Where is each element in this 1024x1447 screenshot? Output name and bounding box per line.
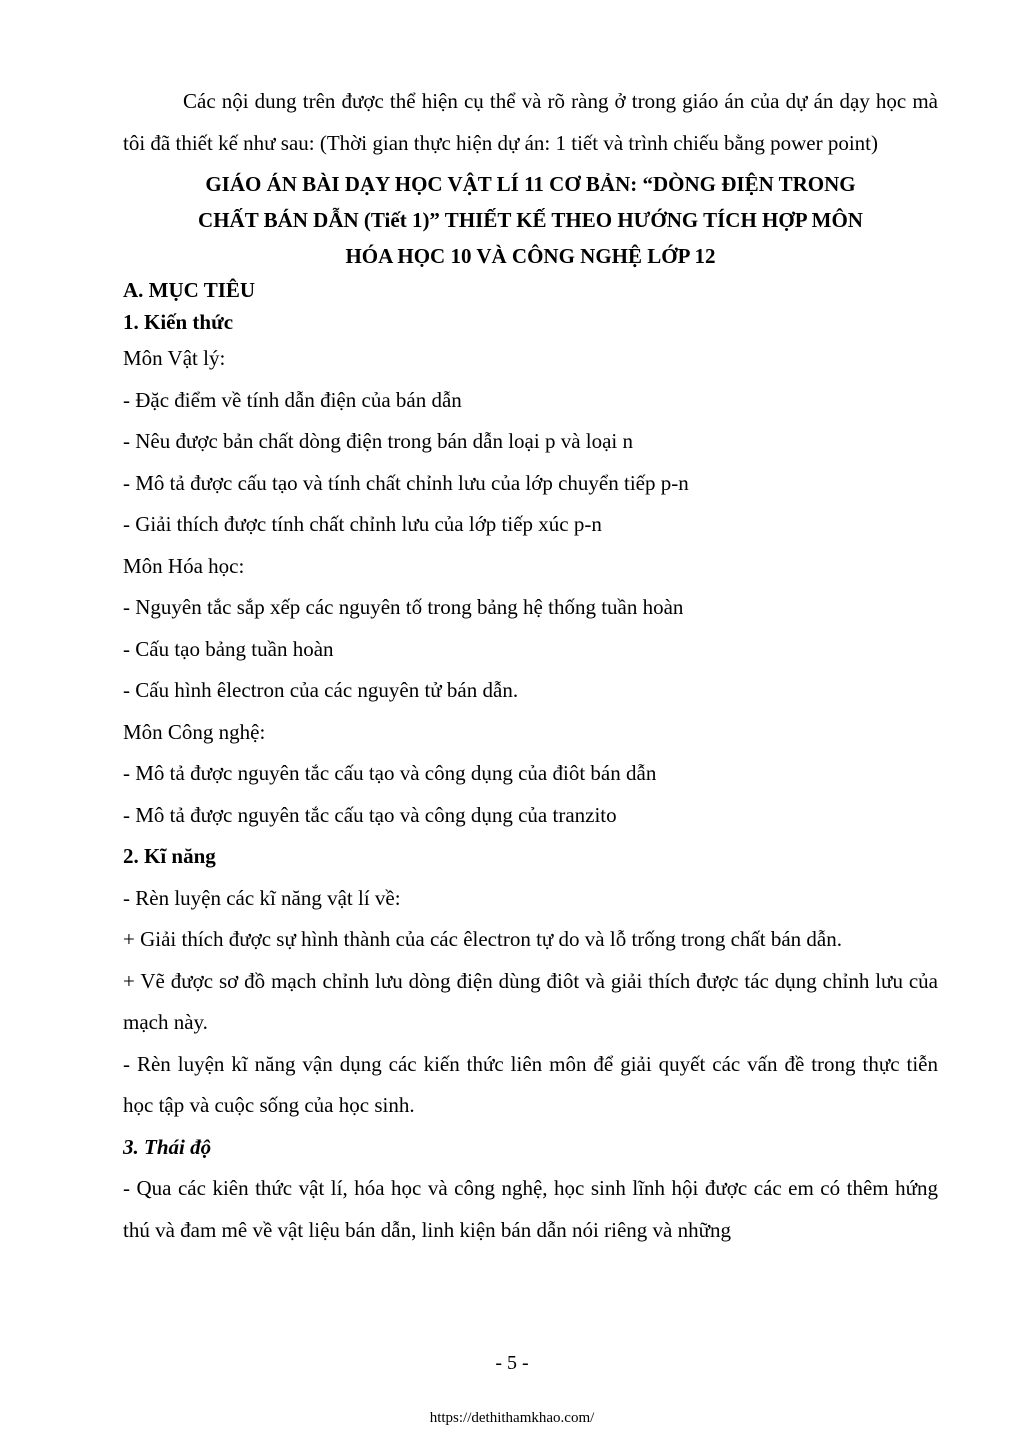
- technology-label: Môn Công nghệ:: [123, 719, 266, 744]
- list-item: - Cấu tạo bảng tuần hoàn: [123, 636, 334, 661]
- list-item: - Rèn luyện kĩ năng vận dụng các kiến thức liên môn để giải quyết các vấn đề trong thực tiễn học tập và cuộc sống của học sinh.: [123, 1051, 938, 1117]
- subheading-knowledge: 1. Kiến thức: [123, 310, 234, 334]
- lesson-title-line-1: GIÁO ÁN BÀI DẠY HỌC VẬT LÍ 11 CƠ BẢN: “DÒNG ĐIỆN TRONG: [205, 172, 856, 196]
- list-item: - Mô tả được nguyên tắc cấu tạo và công dụng của điôt bán dẫn: [123, 761, 657, 785]
- lesson-title-line-3: HÓA HỌC 10 VÀ CÔNG NGHỆ LỚP 12: [345, 244, 716, 268]
- physics-label: Môn Vật lý:: [123, 346, 226, 370]
- list-item: + Vẽ được sơ đồ mạch chỉnh lưu dòng điện dùng điôt và giải thích được tác dụng chỉnh lưu của mạch này.: [123, 968, 938, 1034]
- subheading-skills: 2. Kĩ năng: [123, 844, 216, 868]
- list-item: + Giải thích được sự hình thành của các êlectron tự do và lỗ trống trong chất bán dẫn.: [123, 927, 842, 951]
- list-item: - Rèn luyện các kĩ năng vật lí về:: [123, 885, 401, 910]
- page-number: - 5 -: [495, 1352, 529, 1374]
- page-content: [123, 81, 938, 1251]
- list-item: - Đặc điểm về tính dẫn điện của bán dẫn: [123, 387, 462, 412]
- attitude-paragraph: - Qua các kiên thức vật lí, hóa học và công nghệ, học sinh lĩnh hội được các em có thêm hứng thú và đam mê về vật liệu bán dẫn, linh kiện bán dẫn nói riêng và những: [123, 1176, 938, 1242]
- list-item: - Nêu được bản chất dòng điện trong bán dẫn loại p và loại n: [123, 429, 634, 453]
- list-item: - Giải thích được tính chất chỉnh lưu của lớp tiếp xúc p-n: [123, 512, 602, 536]
- chemistry-label: Môn Hóa học:: [123, 553, 245, 578]
- lesson-title-line-2: CHẤT BÁN DẪN (Tiết 1)” THIẾT KẾ THEO HƯỚNG TÍCH HỢP MÔN: [198, 208, 863, 232]
- section-heading-objectives: A. MỤC TIÊU: [123, 278, 256, 302]
- list-item: - Mô tả được nguyên tắc cấu tạo và công dụng của tranzito: [123, 802, 617, 827]
- list-item: - Mô tả được cấu tạo và tính chất chỉnh lưu của lớp chuyển tiếp p-n: [123, 470, 689, 495]
- lesson-title: [123, 166, 938, 274]
- subheading-attitude: 3. Thái độ: [123, 1134, 212, 1159]
- footer-url: https://dethithamkhao.com/: [429, 1410, 595, 1426]
- list-item: - Cấu hình êlectron của các nguyên tử bán dẫn.: [123, 678, 519, 702]
- intro-paragraph: Các nội dung trên được thể hiện cụ thể và rõ ràng ở trong giáo án của dự án dạy học mà tôi đã thiết kế như sau: (Thời gian thực hiện dự án: 1 tiết và trình chiếu bằng power point): [123, 89, 938, 155]
- list-item: - Nguyên tắc sắp xếp các nguyên tố trong bảng hệ thống tuần hoàn: [123, 595, 684, 619]
